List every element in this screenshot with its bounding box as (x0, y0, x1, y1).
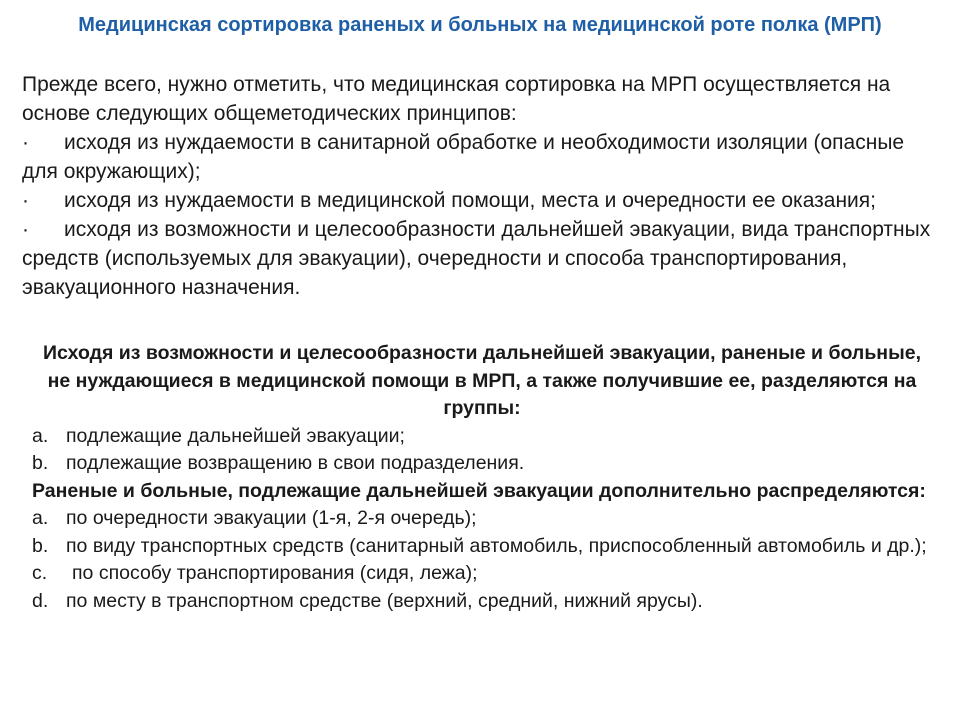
distribution-item (32, 588, 932, 616)
group-text: подлежащие возвращению в свои подразделения. (66, 452, 525, 474)
bullet-dot-icon: · (22, 189, 29, 212)
list-marker: a. (32, 424, 49, 447)
distribution-item (32, 505, 932, 533)
group-item (32, 450, 932, 478)
distribution-text: по месту в транспортном средстве (верхний, средний, нижний ярусы). (66, 589, 703, 612)
distribution-text: по виду транспортных средств (санитарный автомобиль, приспособленный автомобиль и др.); (66, 534, 927, 557)
distribution-item (32, 560, 932, 588)
distribution-item (32, 533, 932, 561)
principle-item (22, 186, 942, 215)
distribution-text: по способу транспортирования (сидя, лежа); (72, 562, 478, 584)
bullet-dot-icon: · (22, 131, 29, 154)
list-marker: b. (32, 534, 49, 557)
principle-item (22, 128, 942, 186)
principles-block (22, 70, 942, 302)
distribution-text: по очередности эвакуации (1-я, 2-я очередь); (66, 507, 477, 529)
principle-text: исходя из нуждаемости в санитарной обработке и необходимости изоляции (опасные для окружающих); (22, 131, 905, 183)
principle-item (22, 215, 942, 302)
intro-paragraph: Прежде всего, нужно отметить, что медицинская сортировка на МРП осуществляется на основе следующих общеметодических принципов: (22, 73, 891, 125)
list-marker: b. (32, 452, 49, 474)
slide-title: Медицинская сортировка раненых и больных на медицинской роте полка (МРП) (78, 14, 882, 36)
bullet-dot-icon: · (22, 218, 29, 241)
principle-text: исходя из возможности и целесообразности дальнейшей эвакуации, вида транспортных средств (используемых для эвакуации), очередности и способа транспортирования, эвакуационного назначения. (22, 218, 931, 299)
groups-block (32, 340, 932, 615)
group-text: подлежащие дальнейшей эвакуации; (66, 424, 405, 447)
list-marker: c. (32, 562, 48, 584)
principle-text: исходя из нуждаемости в медицинской помощи, места и очередности ее оказания; (64, 189, 876, 212)
list-marker: d. (32, 589, 49, 612)
list-marker: a. (32, 507, 49, 529)
groups-heading: Исходя из возможности и целесообразности дальнейшей эвакуации, раненые и больные, не нуждающиеся в медицинской помощи в МРП, а также получившие ее, разделяются на группы: (42, 342, 921, 419)
group-item (32, 423, 932, 451)
distribution-heading: Раненые и больные, подлежащие дальнейшей эвакуации дополнительно распределяются: (32, 479, 926, 502)
